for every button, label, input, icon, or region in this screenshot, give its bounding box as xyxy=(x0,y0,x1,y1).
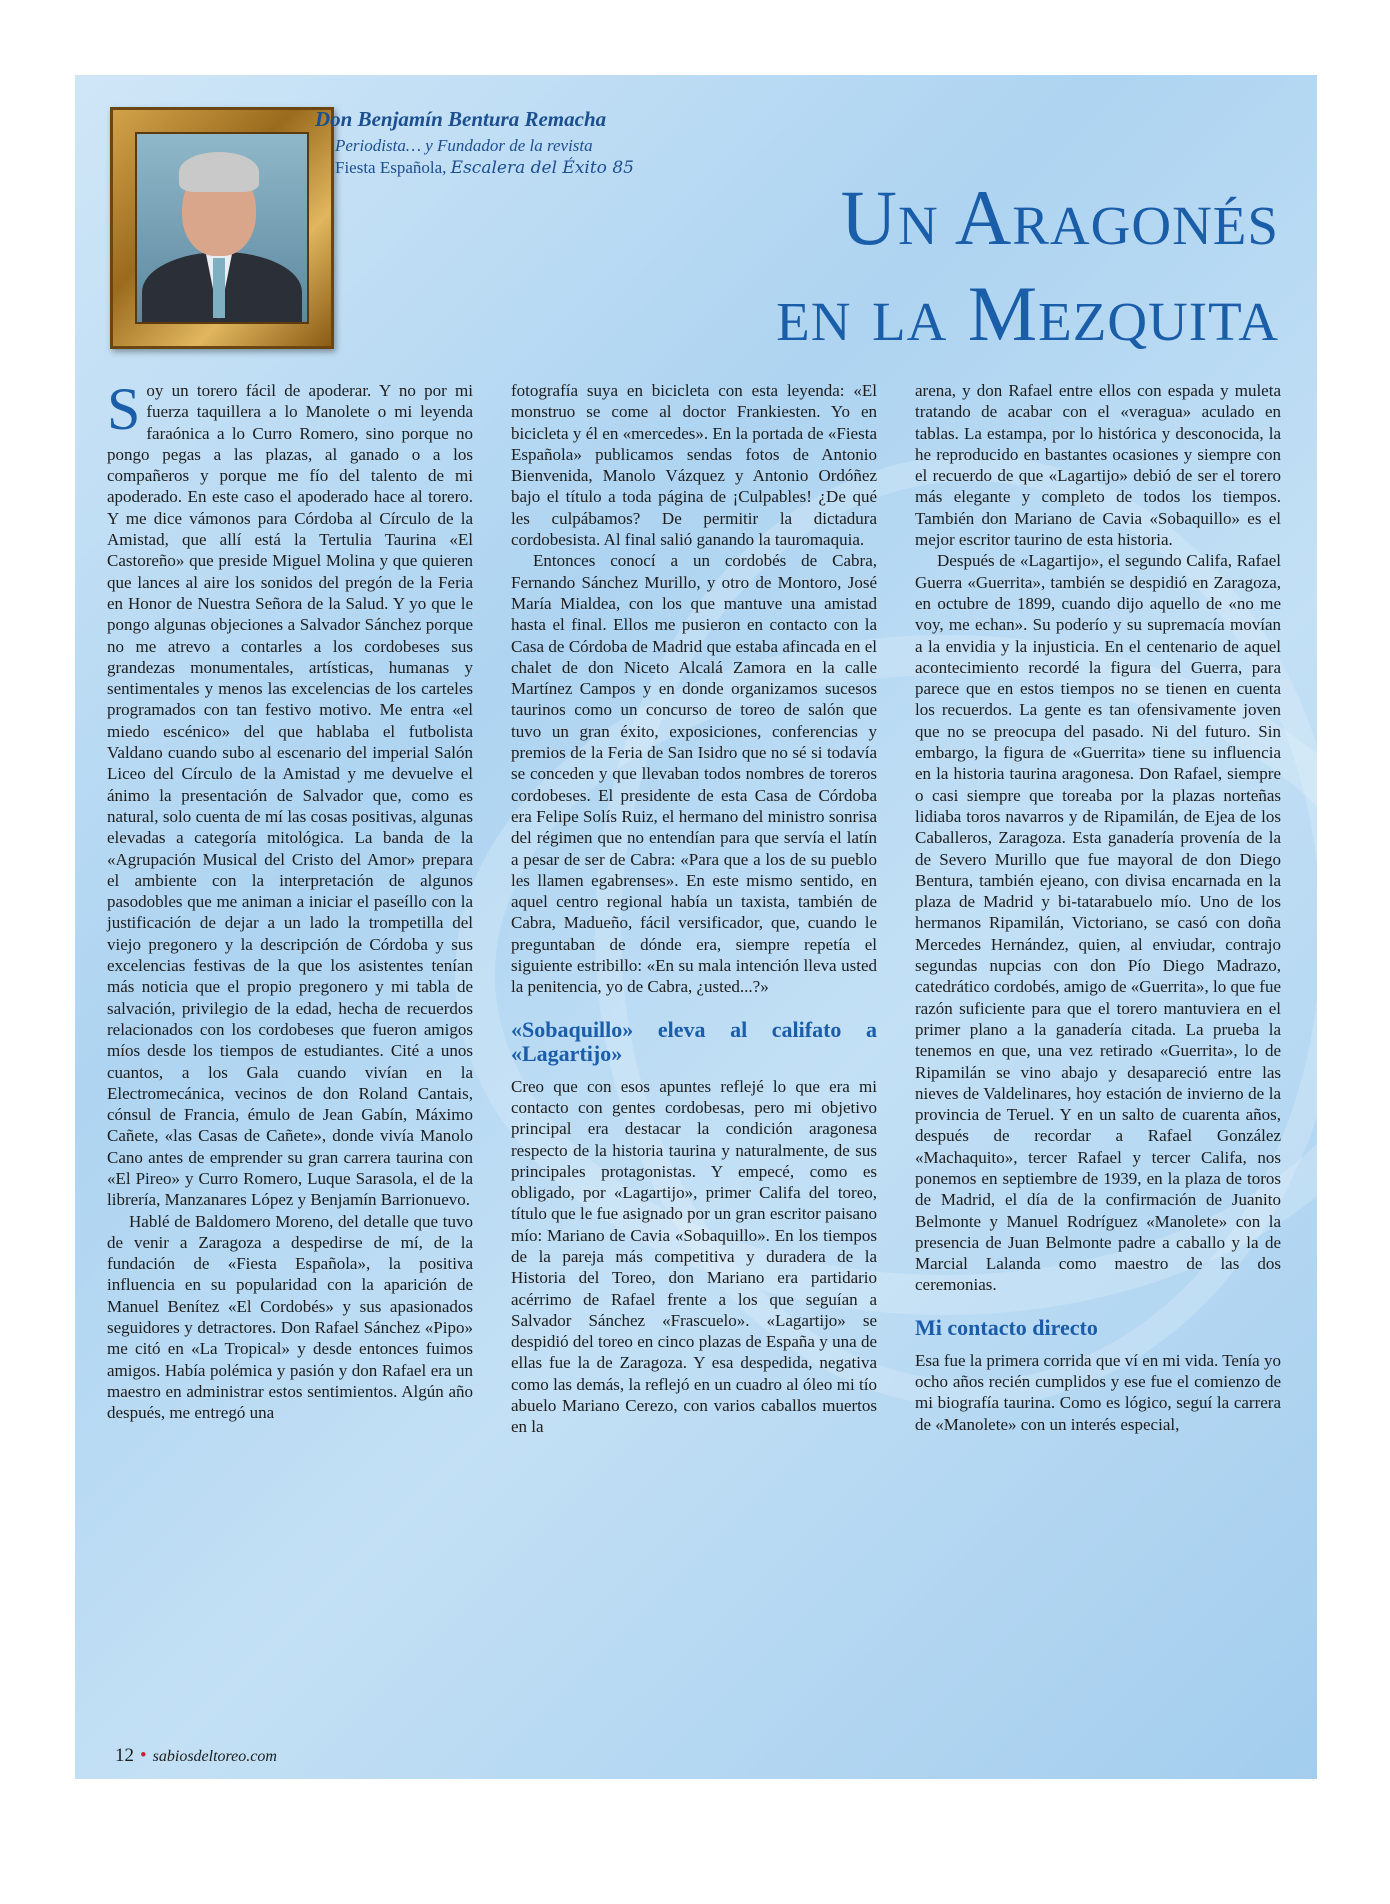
magazine-credit xyxy=(335,158,835,178)
article-column-2 xyxy=(511,380,877,1438)
portrait-hair xyxy=(179,152,259,192)
article-title xyxy=(776,170,1279,362)
paragraph: Creo que con esos apuntes reflejé lo que era mi contacto con gentes cordobesas, pero mi objetivo principal era destacar la condición aragonesa respecto de la historia taurina y naturalmente, de sus principales protagonistas. Y empecé, como es obligado, por «Lagartijo», primer Califa del toreo, título que le fue asignado por un gran escritor paisano mío: Mariano de Cavia «Sobaquillo». En los tiempos de la pareja más competitiva y duradera de la Historia del Toreo, don Mariano era partidario acérrimo de Rafael frente a los que seguían a Salvador Sánchez «Frascuelo». «Lagartijo» se despidió del toreo en cinco plazas de España y una de ellas fue la de Zaragoza. Y esa despedida, negativa como las demás, la reflejó en un cuadro al óleo mi tío abuelo Mariano Cerezo, con varios caballos muertos en la xyxy=(511,1076,877,1437)
article-column-3 xyxy=(915,380,1281,1435)
drop-cap: S xyxy=(107,376,141,442)
paragraph-text: oy un torero fácil de apoderar. Y no por mi fuerza taquillera a lo Manolete o mi leyenda faraónica a lo Curro Romero, sino porque no pongo pegas a las plazas, al ganado o a los compañeros y porque me fío del talento de mi apoderado. En este caso el apoderado hace al torero. Y me dice vámonos para Córdoba al Círculo de la Amistad, que allí está la Tertulia Taurina «El Castoreño» que preside Miguel Molina y que quieren que lances al aire los sonidos del pregón de la Feria en Honor de Nuestra Señora de la Salud. Y yo que le pongo algunas objeciones a Salvador Sánchez porque no me atrevo a contarles a los cordobeses sus grandezas monumentales, artísticas, humanas y sentimentales y menos las excelencias de los carteles programados con tan festivo motivo. Me entra «el miedo escénico» del que hablaba el futbolista Valdano cuando subo al escenario del imperial Salón Liceo del Círculo de la Amistad y me devuelve el ánimo la presentación de Salvador que, como es natural, solo cuenta de mí las cosas positivas, algunas elevadas a categoría mitológica. La banda de la «Agrupación Musical del Cristo del Amor» prepara el ambiente con la interpretación de algunos pasodobles que me animan a iniciar el paseíllo con la justificación de dejar a un lado la trompetilla del viejo pregonero y la descripción de Córdoba y sus excelencias festivas de la que los asistentes tenían más noticia que el propio pregonero y mi tabla de salvación, privilegio de la edad, hecha de recuerdos relacionados con los cordobeses que fueron amigos míos desde los tiempos de estudiantes. Cité a unos cuantos, a los Gala cuando vivían en la Electromecánica, vecinos de don Roland Cantais, cónsul de Francia, émulo de Jean Gabín, Máximo Cañete, «las Casas de Cañete», donde vivía Manolo Cano antes de emprender su gran carrera taurina con «El Pireo» y Curro Romero, Luque Sarasola, el de la librería, Manzanares López y Benjamín Barrionuevo. xyxy=(107,381,473,1210)
author-byline xyxy=(315,107,835,178)
paragraph xyxy=(107,376,473,1211)
paragraph: arena, y don Rafael entre ellos con espada y muleta tratando de acabar con el «veragua» aculado en tablas. La estampa, por lo histórica y desconocida, la he reproducido en bastantes ocasiones y siempre con el recuerdo de que «Lagartijo» debió de ser el torero más elegante y completo de todos los tiempos. También don Mariano de Cavia «Sobaquillo» es el mejor escritor taurino de esta historia. xyxy=(915,381,1281,550)
magazine-name: Fiesta Española, xyxy=(335,158,447,177)
page-number: 12 xyxy=(115,1745,134,1766)
author-portrait xyxy=(135,132,309,324)
author-role: Periodista… y Fundador de la revista xyxy=(335,136,593,155)
title-line-2: en la Mezquita xyxy=(776,270,1279,357)
magazine-series: Escalera del Éxito 85 xyxy=(450,158,634,178)
paragraph: Entonces conocí a un cordobés de Cabra, Fernando Sánchez Murillo, y otro de Montoro, José María Mialdea, con los que mantuve una amistad hasta el final. Ellos me pusieron en contacto con la Casa de Córdoba de Madrid que estaba afincada en el chalet de don Niceto Alcalá Zamora en la calle Martínez Campos y en donde organizamos sucesos taurinos como un concurso de toreo de salón que tuvo un gran éxito, exposiciones, conferencias y premios de la Feria de San Isidro que no sé si todavía se conceden y que llevaban todos nombres de toreros cordobeses. El presidente de esta Casa de Córdoba era Felipe Solís Ruiz, el hermano del ministro sonrisa del régimen que no entendían para que servía el latín a pesar de ser de Cabra: «Para que a los de su pueblo les llamen egabrenses». En este mismo sentido, en aquel centro regional había un taxista, también de Cabra, Madueño, fácil versificador, que, cuando le preguntaban de dónde era, siempre repetía el siguiente estribillo: «En su mala intención lleva usted la penitencia, yo de Cabra, ¿usted...?» xyxy=(511,551,877,997)
paragraph: Después de «Lagartijo», el segundo Califa, Rafael Guerra «Guerrita», también se despidió en Zaragoza, en octubre de 1899, cuando dijo aquello de «no me voy, me echan». Su poderío y su supremacía movían a la envidia y la injusticia. En el centenario de aquel acontecimiento recordé la figura del Guerra, para parece que en estos tiempos no se tienen en cuenta los recuerdos. La gente es tan ofensivamente joven que no se preocupa del pasado. Ni del futuro. Sin embargo, la figura de «Guerrita» tiene su influencia en la historia taurina aragonesa. Don Rafael, siempre o casi siempre que toreaba por la plazas norteñas lidiaba toros navarros y de Ripamilán, de Ejea de los Caballeros, Zaragoza. Esta ganadería provenía de la de Severo Murillo que fue mayoral de don Diego Bentura, también ejeano, con divisa encarnada en la plaza de Madrid y bi-tatarabuelo mío. Uno de los hermanos Ripamilán, Victoriano, se casó con doña Mercedes Hernández, quien, al enviudar, contrajo segundas nupcias con don Pío Diego Madrazo, catedrático cordobés, amigo de «Guerrita», lo que fue razón suficiente para que el torero mantuviera en el primer plano a la ganadería citada. La prueba la tenemos en que, una vez retirado «Guerrita», lo de Ripamilán se vino abajo y desapareció entre las nieves de Valdelinares, hoy estación de invierno de la provincia de Teruel. Y en un salto de cuarenta años, después de recordar a Rafael González «Machaquito», tercer Rafael y tercer Califa, nos ponemos en septiembre de 1939, en la plaza de toros de Madrid, el día de la confirmación de Juanito Belmonte y Manuel Rodríguez «Manolete» con la presencia de Juan Belmonte padre a caballo y la de Marcial Lalanda como maestro de las dos ceremonias. xyxy=(915,551,1281,1295)
website-link[interactable]: sabiosdeltoreo.com xyxy=(152,1748,277,1765)
portrait-frame xyxy=(110,107,334,349)
section-heading: «Sobaquillo» eleva al califato a «Lagartijo» xyxy=(511,1016,877,1066)
portrait-tie xyxy=(213,258,225,318)
section-heading: Mi contacto directo xyxy=(915,1314,1098,1340)
page-footer xyxy=(115,1745,277,1767)
author-name: Don Benjamín Bentura Remacha xyxy=(315,107,607,131)
paragraph: fotografía suya en bicicleta con esta leyenda: «El monstruo se come al doctor Frankiesten. Yo en bicicleta y él en «mercedes». En la portada de «Fiesta Española» publicamos sendas fotos de Antonio Bienvenida, Manolo Vázquez y Antonio Ordóñez bajo el título a toda página de ¡Culpables! ¿De qué les culpábamos? De permitir la dictadura cordobesista. Al final salió ganando la tauromaquia. xyxy=(511,381,877,550)
title-line-1: Un Aragonés xyxy=(840,174,1279,261)
article-column-1 xyxy=(107,376,473,1424)
magazine-page xyxy=(75,75,1317,1779)
paragraph: Hablé de Baldomero Moreno, del detalle que tuvo de venir a Zaragoza a despedirse de mí, de la fundación de «Fiesta Española», la positiva influencia en su popularidad con la aparición de Manuel Benítez «El Cordobés» y sus apasionados seguidores y detractores. Don Rafael Sánchez «Pipo» me citó en «La Tropical» y desde entonces fuimos amigos. Había polémica y pasión y don Rafael era un maestro en administrar estos sentimientos. Algún año después, me entregó una xyxy=(107,1211,473,1423)
paragraph: Esa fue la primera corrida que ví en mi vida. Tenía yo ocho años recién cumplidos y ese fue el comienzo de mi biografía taurina. Como es lógico, seguí la carrera de «Manolete» con un interés especial, xyxy=(915,1350,1281,1434)
bullet-dot: • xyxy=(140,1745,147,1766)
